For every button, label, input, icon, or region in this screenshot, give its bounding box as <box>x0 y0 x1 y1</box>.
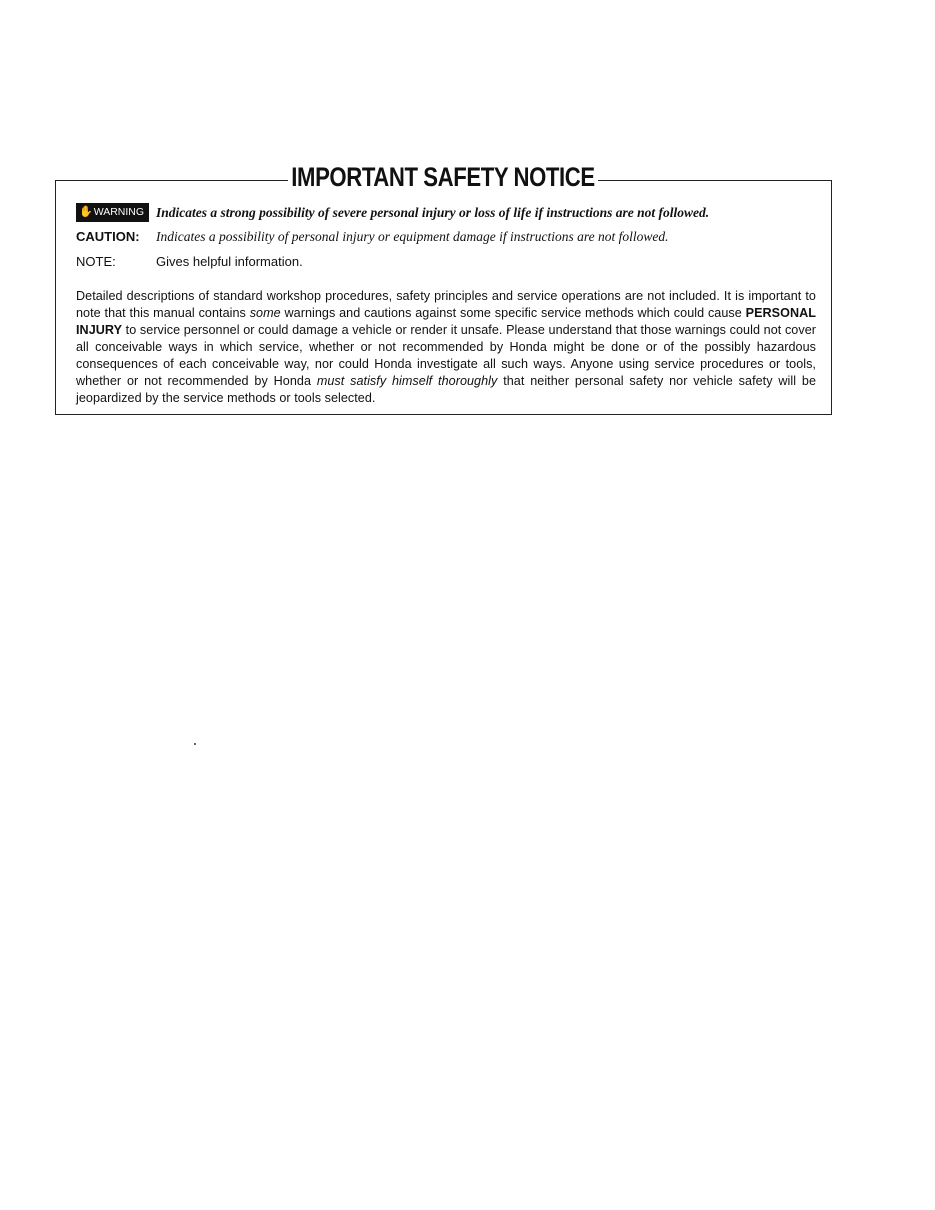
safety-notice-box <box>55 162 832 415</box>
notice-title: IMPORTANT SAFETY NOTICE <box>289 164 599 191</box>
paragraph-part-4: that neither personal safety nor vehicle safety will be jeopardized by the service methods or tools selected. <box>76 374 817 405</box>
paragraph-part-2: warnings and cautions against some specific service methods which could cause <box>280 306 746 320</box>
note-label: NOTE: <box>76 254 116 269</box>
paragraph-emphasis-satisfy: must satisfy himself thoroughly <box>316 374 498 388</box>
hand-icon: ✋ <box>79 206 93 218</box>
paragraph-emphasis-some: some <box>249 306 281 320</box>
caution-label: CAUTION: <box>76 229 140 244</box>
paragraph-part-3: to service personnel or could damage a vehicle or render it unsafe. Please understand that those warnings could not cover all conceivable ways in which service, whether or not recommended by Honda might be done or of the possibly hazardous consequences of each conceivable way, nor could Honda investigate all such ways. Anyone using service procedures or tools, whether or not recommended by Honda <box>76 323 816 388</box>
scan-speck <box>194 743 196 745</box>
caution-text: Indicates a possibility of personal injury or equipment damage if instructions are not followed. <box>156 229 669 244</box>
paragraph-part-1: Detailed descriptions of standard workshop procedures, safety principles and service operations are not included. It is important to note that this manual contains <box>76 289 816 320</box>
note-text: Gives helpful information. <box>156 254 303 269</box>
warning-badge-label: WARNING <box>93 206 145 218</box>
notice-title-wrap <box>56 164 831 191</box>
paragraph-emphasis-injury: PERSONAL INJURY <box>76 306 817 337</box>
notice-paragraph <box>76 288 816 407</box>
warning-text: Indicates a strong possibility of severe personal injury or loss of life if instructions are not followed. <box>156 205 710 220</box>
warning-badge <box>76 203 149 222</box>
